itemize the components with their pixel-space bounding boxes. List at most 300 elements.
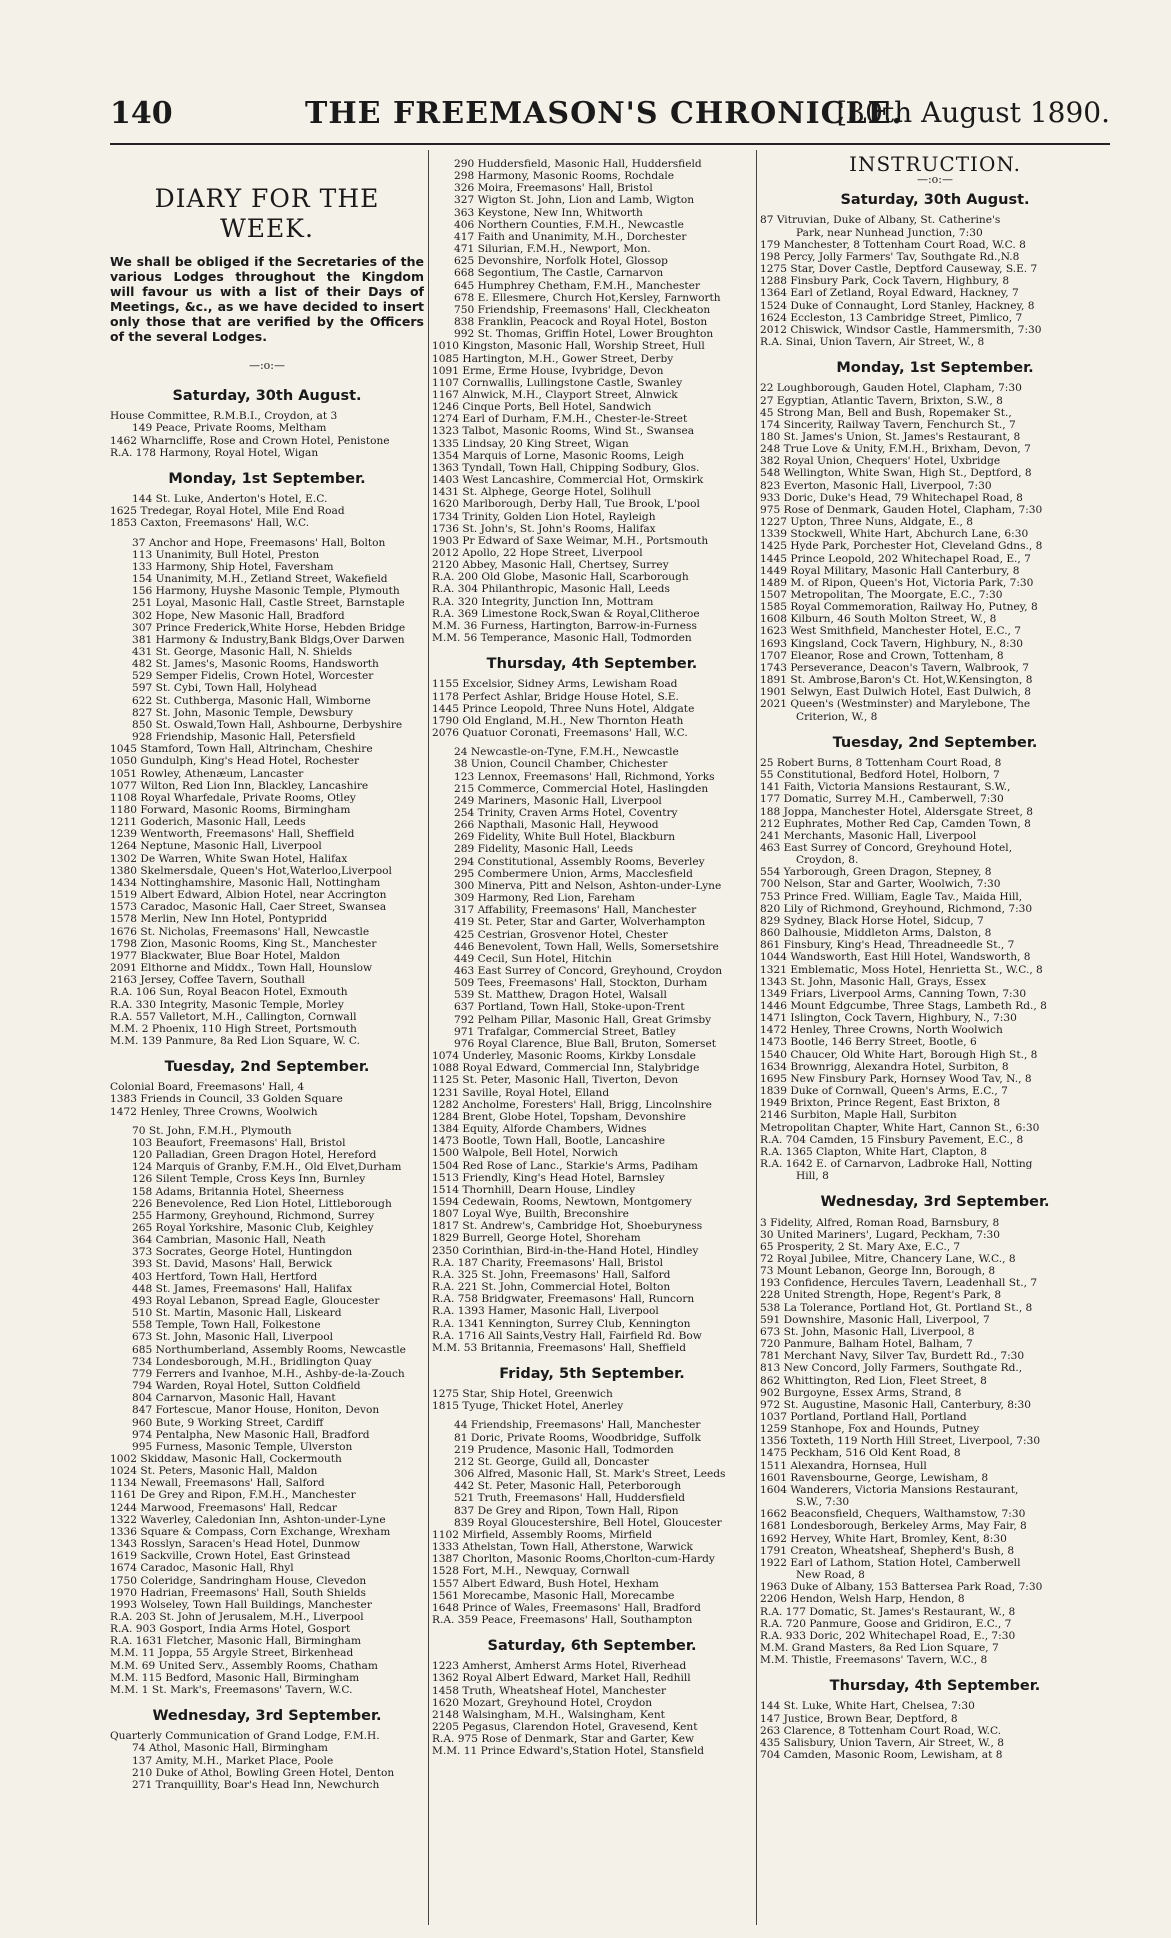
lodge-entry: 1362 Royal Albert Edward, Market Hall, Redhill xyxy=(432,1672,691,1685)
ornament: —:o:— xyxy=(248,359,286,372)
lodge-entry: 1734 Trinity, Golden Lion Hotel, Rayleigh xyxy=(432,510,656,523)
lodge-entry: 1333 Athelstan, Town Hall, Atherstone, Warwick xyxy=(432,1541,693,1554)
lodge-entry: M.M. 11 Joppa, 55 Argyle Street, Birkenhead xyxy=(110,1647,354,1660)
lodge-entry: 226 Benevolence, Red Lion Hotel, Littleborough xyxy=(132,1197,392,1210)
lodge-entry: 24 Newcastle-on-Tyne, F.M.H., Newcastle xyxy=(454,746,679,759)
lodge-entry: 463 East Surrey of Concord, Greyhound Hotel, xyxy=(760,841,1013,854)
lodge-entry: 2163 Jersey, Coffee Tavern, Southall xyxy=(110,974,305,987)
lodge-entry: 179 Manchester, 8 Tottenham Court Road, W.C. 8 xyxy=(760,238,1026,251)
lodge-entry: 1274 Earl of Durham, F.M.H., Chester-le-Street xyxy=(432,413,688,426)
lodge-entry: 1246 Cinque Ports, Bell Hotel, Sandwich xyxy=(432,401,652,414)
lodge-entry: 317 Affability, Freemasons' Hall, Manchester xyxy=(454,904,697,917)
lodge-entry: 493 Royal Lebanon, Spread Eagle, Gloucester xyxy=(132,1294,380,1307)
lodge-entry: R.A. 903 Gosport, India Arms Hotel, Gosport xyxy=(110,1623,351,1636)
lodge-entry: 298 Harmony, Masonic Rooms, Rochdale xyxy=(454,170,675,183)
lodge-entry: 1275 Star, Ship Hotel, Greenwich xyxy=(432,1388,613,1401)
lodge-entry: 120 Palladian, Green Dragon Hotel, Hereford xyxy=(132,1149,377,1162)
lodge-entry: 1623 West Smithfield, Manchester Hotel, E.C., 7 xyxy=(760,625,1022,638)
lodge-entry: 1624 Eccleston, 13 Cambridge Street, Pimlico, 7 xyxy=(760,311,1023,324)
lodge-entry: S.W., 7:30 xyxy=(796,1496,850,1509)
lodge-entry: M.M. Grand Masters, 8a Red Lion Square, 7 xyxy=(760,1641,999,1654)
day-heading: Monday, 1st September. xyxy=(168,470,366,487)
lodge-entry: 1223 Amherst, Amherst Arms Hotel, Riverhead xyxy=(432,1660,687,1673)
lodge-entry: 862 Whittington, Red Lion, Fleet Street, 8 xyxy=(760,1374,987,1387)
lodge-entry: 779 Ferrers and Ivanhoe, M.H., Ashby-de-la-Zouch xyxy=(132,1367,405,1380)
lodge-entry: R.A. 221 St. John, Commercial Hotel, Bolton xyxy=(432,1281,671,1294)
lodge-entry: 539 St. Matthew, Dragon Hotel, Walsall xyxy=(454,989,667,1002)
lodge-list xyxy=(760,382,1110,722)
lodge-entry: 2021 Queen's (Westminster) and Marylebone, The xyxy=(760,698,1031,711)
lodge-entry: 158 Adams, Britannia Hotel, Sheerness xyxy=(132,1185,344,1198)
lodge-entry: 1561 Morecambe, Masonic Hall, Morecambe xyxy=(432,1589,675,1602)
lodge-entry: 975 Rose of Denmark, Gauden Hotel, Clapham, 7:30 xyxy=(760,503,1043,516)
day-heading: Friday, 5th September. xyxy=(499,1366,685,1382)
lodge-entry: 1302 De Warren, White Swan Hotel, Halifax xyxy=(110,852,348,865)
lodge-entry: 44 Friendship, Freemasons' Hall, Manchester xyxy=(454,1419,701,1432)
lodge-entry: 1077 Wilton, Red Lion Inn, Blackley, Lancashire xyxy=(110,779,369,792)
lodge-entry: R.A. 359 Peace, Freemasons' Hall, Southampton xyxy=(432,1613,693,1626)
lodge-entry: 144 St. Luke, White Hart, Chelsea, 7:30 xyxy=(760,1700,975,1713)
lodge-entry: 212 Euphrates, Mother Red Cap, Camden Town, 8 xyxy=(760,817,1031,830)
lodge-entry: 1604 Wanderers, Victoria Mansions Restaurant, xyxy=(760,1483,1019,1496)
lodge-entry: 1085 Hartington, M.H., Gower Street, Derby xyxy=(432,352,674,365)
lodge-entry: 307 Prince Frederick,White Horse, Hebden Bridge xyxy=(132,621,406,634)
lodge-entry: Park, near Nunhead Junction, 7:30 xyxy=(796,226,983,239)
ornament: —:o:— xyxy=(916,173,954,187)
lodge-entry: R.A. 1716 All Saints,Vestry Hall, Fairfield Rd. Bow xyxy=(432,1329,702,1342)
instruction-title: INSTRUCTION. xyxy=(849,152,1021,176)
lodge-entry: 1044 Wandsworth, East Hill Hotel, Wandsworth, 8 xyxy=(760,951,1031,964)
lodge-entry: M.M. 139 Panmure, 8a Red Lion Square, W. C. xyxy=(110,1034,361,1047)
lodge-entry: 1528 Fort, M.H., Newquay, Cornwall xyxy=(432,1565,630,1578)
lodge-entry: Hill, 8 xyxy=(796,1170,829,1183)
lodge-entry: 1244 Marwood, Freemasons' Hall, Redcar xyxy=(110,1501,337,1514)
lodge-entry: 180 St. James's Union, St. James's Restaurant, 8 xyxy=(760,430,1021,443)
lodge-entry: 823 Everton, Masonic Hall, Liverpool, 7:30 xyxy=(760,479,992,492)
lodge-list xyxy=(760,757,1110,1182)
lodge-entry: 363 Keystone, New Inn, Whitworth xyxy=(454,206,643,219)
lodge-entry: 1507 Metropolitan, The Moorgate, E.C., 7:30 xyxy=(760,589,1003,601)
lodge-entry: 2091 Elthorne and Middx., Town Hall, Hounslow xyxy=(110,962,373,975)
lodge-entry: 210 Duke of Athol, Bowling Green Hotel, Denton xyxy=(132,1766,395,1779)
lodge-entry: 1349 Friars, Liverpool Arms, Canning Town, 7:30 xyxy=(760,987,1027,1000)
lodge-entry: 827 St. John, Masonic Temple, Dewsbury xyxy=(132,706,353,719)
day-heading: Saturday, 30th August. xyxy=(172,388,362,405)
lodge-entry: 3 Fidelity, Alfred, Roman Road, Barnsbury, 8 xyxy=(760,1216,1000,1229)
lodge-entry: R.A. 1341 Kennington, Surrey Club, Kennington xyxy=(432,1317,691,1330)
lodge-entry: 960 Bute, 9 Working Street, Cardiff xyxy=(132,1416,324,1429)
day-heading: Wednesday, 3rd September. xyxy=(152,1708,382,1725)
lodge-entry: 2205 Pegasus, Clarendon Hotel, Gravesend, Kent xyxy=(432,1721,698,1734)
lodge-entry: 860 Dalhousie, Middleton Arms, Dalston, 8 xyxy=(760,927,992,940)
lodge-entry: 1519 Albert Edward, Albion Hotel, near Accrington xyxy=(110,889,387,902)
lodge-entry: 1125 St. Peter, Masonic Hall, Tiverton, Devon xyxy=(432,1074,679,1087)
lodge-entry: 1275 Star, Dover Castle, Deptford Causeway, S.E. 7 xyxy=(760,263,1038,276)
lodge-entry: 1750 Coleridge, Sandringham House, Clevedon xyxy=(110,1574,367,1587)
lodge-entry: 1608 Kilburn, 46 South Molton Street, W., 8 xyxy=(760,613,997,626)
lodge-entry: M.M. 36 Furness, Hartington, Barrow-in-Furness xyxy=(432,619,697,632)
lodge-entry: 74 Athol, Masonic Hall, Birmingham xyxy=(132,1742,328,1755)
lodge-entry: 1557 Albert Edward, Bush Hotel, Hexham xyxy=(432,1577,659,1590)
lodge-list xyxy=(110,493,424,529)
lodge-entry: 1239 Wentworth, Freemasons' Hall, Sheffield xyxy=(110,828,355,841)
lodge-entry: 685 Northumberland, Assembly Rooms, Newcastle xyxy=(132,1343,406,1356)
lodge-entry: 103 Beaufort, Freemasons' Hall, Bristol xyxy=(132,1136,346,1149)
lodge-entry: 1002 Skiddaw, Masonic Hall, Cockermouth xyxy=(110,1452,342,1465)
lodge-entry: 417 Faith and Unanimity, M.H., Dorchester xyxy=(454,230,687,243)
lodge-entry: 1829 Burrell, George Hotel, Shoreham xyxy=(432,1232,641,1245)
lodge-entry: 1155 Excelsior, Sidney Arms, Lewisham Road xyxy=(432,678,678,691)
lodge-entry: 248 True Love & Unity, F.M.H., Brixham, Devon, 7 xyxy=(760,443,1031,456)
lodge-entry: 510 St. Martin, Masonic Hall, Liskeard xyxy=(132,1307,342,1320)
lodge-entry: 406 Northern Counties, F.M.H., Newcastle xyxy=(454,218,684,231)
lodge-entry: Metropolitan Chapter, White Hart, Cannon St., 6:30 xyxy=(760,1121,1040,1134)
lodge-entry: 529 Semper Fidelis, Crown Hotel, Worcester xyxy=(132,670,374,683)
lodge-entry: 1977 Blackwater, Blue Boar Hotel, Maldon xyxy=(110,949,341,962)
masthead xyxy=(110,96,1110,136)
lodge-entry: 1475 Peckham, 516 Old Kent Road, 8 xyxy=(760,1447,961,1460)
lodge-entry: 309 Harmony, Red Lion, Fareham xyxy=(454,892,635,905)
lodge-entry: 1891 St. Ambrose,Baron's Ct. Hot,W.Kensington, 8 xyxy=(760,674,1033,687)
lodge-entry: 72 Royal Jubilee, Mitre, Chancery Lane, W.C., 8 xyxy=(760,1252,1016,1265)
lodge-entry: 1625 Tredegar, Royal Hotel, Mile End Road xyxy=(110,505,345,518)
lodge-entry: 254 Trinity, Craven Arms Hotel, Coventry xyxy=(454,806,678,819)
lodge-entry: 734 Londesborough, M.H., Bridlington Quay xyxy=(132,1355,372,1368)
lodge-entry: 1594 Cedewain, Rooms, Newtown, Montgomery xyxy=(432,1195,692,1208)
lodge-entry: 1676 St. Nicholas, Freemasons' Hall, Newcastle xyxy=(110,925,370,938)
lodge-entry: R.A. 1365 Clapton, White Hart, Clapton, 8 xyxy=(760,1145,987,1158)
lodge-entry: 425 Cestrian, Grosvenor Hotel, Chester xyxy=(454,928,668,941)
lodge-list xyxy=(760,1217,1110,1667)
lodge-entry: 1903 Pr Edward of Saxe Weimar, M.H., Portsmouth xyxy=(432,534,709,547)
lodge-entry: 1949 Brixton, Prince Regent, East Brixton, 8 xyxy=(760,1097,1001,1110)
lodge-entry: 289 Fidelity, Masonic Hall, Leeds xyxy=(454,843,634,856)
lodge-entry: R.A. 200 Old Globe, Masonic Hall, Scarborough xyxy=(432,571,689,584)
lodge-entry: 972 St. Augustine, Masonic Hall, Canterbury, 8:30 xyxy=(760,1398,1031,1411)
lodge-entry: 1619 Sackville, Crown Hotel, East Grinstead xyxy=(110,1550,351,1563)
lodge-entry: 435 Salisbury, Union Tavern, Air Street, W., 8 xyxy=(760,1736,1004,1749)
lodge-entry: 1051 Rowley, Athenæum, Lancaster xyxy=(110,767,304,780)
lodge-entry: 1445 Prince Leopold, Three Nuns Hotel, Aldgate xyxy=(432,702,695,715)
lodge-entry: 1335 Lindsay, 20 King Street, Wigan xyxy=(432,437,629,450)
lodge-entry: 381 Harmony & Industry,Bank Bldgs,Over Darwen xyxy=(132,633,405,646)
lodge-entry: 1343 St. John, Masonic Hall, Grays, Essex xyxy=(760,975,986,988)
lodge-entry: 837 De Grey and Ripon, Town Hall, Ripon xyxy=(454,1504,679,1517)
lodge-entry: 113 Unanimity, Bull Hotel, Preston xyxy=(132,548,320,561)
lodge-entry: 597 St. Cybi, Town Hall, Holyhead xyxy=(132,682,317,695)
lodge-list xyxy=(110,410,424,459)
lodge-entry: 1383 Friends in Council, 33 Golden Square xyxy=(110,1093,343,1106)
lodge-entry: 838 Franklin, Peacock and Royal Hotel, Boston xyxy=(454,316,708,329)
lodge-list xyxy=(110,1742,424,1791)
lodge-entry: 1693 Kingsland, Cock Tavern, Highbury, N., 8:30 xyxy=(760,637,1024,650)
day-heading: Wednesday, 3rd September. xyxy=(820,1194,1050,1211)
lodge-entry: M.M. Thistle, Freemasons' Tavern, W.C., 8 xyxy=(760,1654,988,1667)
lodge-entry: 1511 Alexandra, Hornsea, Hull xyxy=(760,1459,927,1472)
day-heading: Tuesday, 2nd September. xyxy=(832,734,1038,751)
lodge-list xyxy=(110,537,424,1048)
lodge-entry: 1472 Henley, Three Crowns, North Woolwich xyxy=(760,1024,1003,1037)
lodge-entry: 974 Pentalpha, New Masonic Hall, Bradford xyxy=(132,1428,370,1441)
lodge-entry: 1790 Old England, M.H., New Thornton Heath xyxy=(432,714,684,727)
lodge-entry: 558 Temple, Town Hall, Folkestone xyxy=(132,1319,321,1332)
lodge-entry: Criterion, W., 8 xyxy=(796,710,878,723)
lodge-entry: 1620 Mozart, Greyhound Hotel, Croydon xyxy=(432,1696,653,1709)
lodge-entry: 219 Prudence, Masonic Hall, Todmorden xyxy=(454,1443,674,1456)
lodge-entry: R.A. 704 Camden, 15 Finsbury Pavement, E.C., 8 xyxy=(760,1133,1024,1146)
lodge-list xyxy=(760,214,1110,348)
lodge-entry: 156 Harmony, Huyshe Masonic Temple, Plymouth xyxy=(132,585,400,598)
lodge-entry: 449 Cecil, Sun Hotel, Hitchin xyxy=(454,952,612,965)
lodge-entry: 1578 Merlin, New Inn Hotel, Pontypridd xyxy=(110,913,328,926)
lodge-entry: 971 Trafalgar, Commercial Street, Batley xyxy=(454,1025,676,1038)
lodge-entry: 403 Hertford, Town Hall, Hertford xyxy=(132,1270,318,1283)
header-rule xyxy=(110,143,1110,145)
lodge-entry: 847 Fortescue, Manor House, Honiton, Devon xyxy=(132,1404,380,1417)
lodge-entry: 1922 Earl of Lathom, Station Hotel, Camberwell xyxy=(760,1556,1021,1569)
lodge-entry: 81 Doric, Private Rooms, Woodbridge, Suffolk xyxy=(454,1431,701,1444)
lodge-entry: 364 Cambrian, Masonic Hall, Neath xyxy=(132,1234,326,1247)
lodge-entry: 65 Prosperity, 2 St. Mary Axe, E.C., 7 xyxy=(760,1240,961,1253)
diary-title: DIARY FOR THE WEEK. xyxy=(154,184,380,243)
lodge-entry: R.A. 369 Limestone Rock,Swan & Royal,Clitheroe xyxy=(432,607,700,620)
lodge-entry: 1736 St. John's, St. John's Rooms, Halifax xyxy=(432,522,656,535)
lodge-list xyxy=(110,1125,424,1696)
lodge-entry: Croydon, 8. xyxy=(796,854,859,867)
lodge-entry: 228 United Strength, Hope, Regent's Park, 8 xyxy=(760,1289,1002,1302)
lodge-entry: 1387 Chorlton, Masonic Rooms,Chorlton-cum-Hardy xyxy=(432,1553,715,1566)
lodge-entry: 1901 Selwyn, East Dulwich Hotel, East Dulwich, 8 xyxy=(760,686,1032,699)
lodge-entry: 1471 Islington, Cock Tavern, Highbury, N., 7:30 xyxy=(760,1012,1017,1025)
lodge-entry: R.A. 975 Rose of Denmark, Star and Garter, Kew xyxy=(432,1733,695,1746)
lodge-entry: M.M. 69 United Serv., Assembly Rooms, Chatham xyxy=(110,1659,378,1672)
lodge-entry: 1284 Brent, Globe Hotel, Topsham, Devonshire xyxy=(432,1110,686,1123)
lodge-entry: 753 Prince Fred. William, Eagle Tav., Maida Hill, xyxy=(760,890,1023,903)
lodge-entry: 241 Merchants, Masonic Hall, Liverpool xyxy=(760,829,977,842)
lodge-entry: 193 Confidence, Hercules Tavern, Leadenhall St., 7 xyxy=(760,1277,1038,1290)
lodge-entry: 1356 Toxteth, 119 North Hill Street, Liverpool, 7:30 xyxy=(760,1435,1041,1448)
lodge-entry: 1425 Hyde Park, Porchester Hot, Cleveland Gdns., 8 xyxy=(760,540,1043,553)
lodge-list xyxy=(432,678,752,739)
lodge-entry: 255 Harmony, Greyhound, Richmond, Surrey xyxy=(132,1209,375,1222)
lodge-entry: 124 Marquis of Granby, F.M.H., Old Elvet,Durham xyxy=(132,1161,402,1174)
lodge-entry: 928 Friendship, Masonic Hall, Petersfield xyxy=(132,731,356,744)
day-heading: Thursday, 4th September. xyxy=(829,1678,1041,1695)
lodge-entry: 1449 Royal Military, Masonic Hall Canterbury, 8 xyxy=(760,564,1020,577)
lodge-entry: 22 Loughborough, Gauden Hotel, Clapham, 7:30 xyxy=(760,382,1022,395)
lodge-entry: 794 Warden, Royal Hotel, Sutton Coldfield xyxy=(132,1380,361,1393)
lodge-entry: 1037 Portland, Portland Hall, Portland xyxy=(760,1411,967,1423)
lodge-entry: 625 Devonshire, Norfolk Hotel, Glossop xyxy=(454,255,668,268)
lodge-entry: 637 Portland, Town Hall, Stoke-upon-Trent xyxy=(454,1001,685,1014)
lodge-entry: 548 Wellington, White Swan, High St., Deptford, 8 xyxy=(760,467,1032,480)
lodge-entry: 861 Finsbury, King's Head, Threadneedle St., 7 xyxy=(760,939,1015,952)
lodge-entry: 1264 Neptune, Masonic Hall, Liverpool xyxy=(110,840,322,853)
lodge-entry: 141 Faith, Victoria Mansions Restaurant, S.W., xyxy=(760,781,1011,794)
lodge-entry: 1540 Chaucer, Old White Hart, Borough High St., 8 xyxy=(760,1048,1038,1061)
lodge-entry: 212 St. George, Guild all, Doncaster xyxy=(454,1455,649,1468)
lodge-list xyxy=(432,746,752,1354)
lodge-entry: R.A. 304 Philanthropic, Masonic Hall, Leeds xyxy=(432,583,670,596)
lodge-entry: 509 Tees, Freemasons' Hall, Stockton, Durham xyxy=(454,977,708,990)
lodge-entry: R.A. 178 Harmony, Royal Hotel, Wigan xyxy=(110,446,319,459)
day-heading: Thursday, 4th September. xyxy=(486,656,698,673)
lodge-list xyxy=(432,158,752,644)
lodge-entry: 1380 Skelmersdale, Queen's Hot,Waterloo,Liverpool xyxy=(110,864,392,877)
lodge-entry: 995 Furness, Masonic Temple, Ulverston xyxy=(132,1440,353,1453)
diary-intro: We shall be obliged if the Secretaries of the various Lodges throughout the Kingdom will favour us with a list of their Days of Meetings, &c., as we have decided to insert only those that are verified by the Officers of the several Lodges. xyxy=(110,254,424,344)
lodge-entry: 1282 Ancholme, Foresters' Hall, Brigg, Lincolnshire xyxy=(432,1098,712,1111)
lodge-entry: 678 E. Ellesmere, Church Hot,Kersley, Farnworth xyxy=(454,291,721,304)
lodge-entry: 144 St. Luke, Anderton's Hotel, E.C. xyxy=(132,493,328,506)
lodge-entry: 813 New Concord, Jolly Farmers, Southgate Rd., xyxy=(760,1362,1023,1375)
lodge-entry: 123 Lennox, Freemasons' Hall, Richmond, Yorks xyxy=(454,770,715,783)
lodge-entry: 1343 Rosslyn, Saracen's Head Hotel, Dunmow xyxy=(110,1538,361,1551)
lodge-entry: R.A. 1631 Fletcher, Masonic Hall, Birmingham xyxy=(110,1635,361,1648)
lodge-list xyxy=(432,1388,752,1412)
lodge-entry: 45 Strong Man, Bell and Bush, Ropemaker St., xyxy=(760,406,1012,419)
lodge-entry: 1472 Henley, Three Crowns, Woolwich xyxy=(110,1105,318,1118)
lodge-entry: 1091 Erme, Erme House, Ivybridge, Devon xyxy=(432,364,664,377)
lodge-entry: 25 Robert Burns, 8 Tottenham Court Road, 8 xyxy=(760,756,1002,769)
lodge-entry: 1707 Eleanor, Rose and Crown, Tottenham, 8 xyxy=(760,649,1004,662)
lodge-entry: 1473 Bootle, 146 Berry Street, Bootle, 6 xyxy=(760,1036,977,1049)
lodge-entry: 1445 Prince Leopold, 202 Whitechapel Road, E., 7 xyxy=(760,552,1031,565)
lodge-entry: 1088 Royal Edward, Commercial Inn, Stalybridge xyxy=(432,1062,700,1075)
lodge-entry: 1662 Beaconsfield, Chequers, Walthamstow, 7:30 xyxy=(760,1508,1026,1521)
lodge-entry: R.A. 720 Panmure, Goose and Gridiron, E.C., 7 xyxy=(760,1617,1012,1630)
lodge-entry: 174 Sincerity, Railway Tavern, Fenchurch St., 7 xyxy=(760,418,1016,431)
lodge-entry: 1681 Londesborough, Berkeley Arms, May Fair, 8 xyxy=(760,1520,1027,1533)
column-divider xyxy=(756,150,757,1925)
lodge-entry: 290 Huddersfield, Masonic Hall, Huddersfield xyxy=(454,158,702,170)
lodge-entry: 792 Pelham Pillar, Masonic Hall, Great Grimsby xyxy=(454,1013,712,1026)
lodge-entry: 700 Nelson, Star and Garter, Woolwich, 7:30 xyxy=(760,878,1001,891)
column-instruction xyxy=(760,152,1110,1762)
lodge-entry: 471 Silurian, F.M.H., Newport, Mon. xyxy=(454,243,651,256)
lodge-entry: 73 Mount Lebanon, George Inn, Borough, 8 xyxy=(760,1265,996,1278)
lodge-entry: 265 Royal Yorkshire, Masonic Club, Keighley xyxy=(132,1222,374,1234)
lodge-entry: 302 Hope, New Masonic Hall, Bradford xyxy=(132,609,345,622)
lodge-list xyxy=(760,1700,1110,1761)
page-number: 140 xyxy=(110,96,173,131)
lodge-entry: 1458 Truth, Wheatsheaf Hotel, Manchester xyxy=(432,1684,667,1697)
lodge-entry: R.A. 177 Domatic, St. James's Restaurant, W., 8 xyxy=(760,1605,1016,1618)
lodge-entry: 1815 Tyuge, Thicket Hotel, Anerley xyxy=(432,1400,624,1413)
column-diary-week xyxy=(110,158,424,1791)
lodge-entry: 976 Royal Clarence, Blue Ball, Bruton, Somerset xyxy=(454,1037,716,1050)
lodge-entry: 622 St. Cuthberga, Masonic Hall, Wimborne xyxy=(132,694,371,707)
lodge-entry: 448 St. James, Freemasons' Hall, Halifax xyxy=(132,1282,353,1295)
lodge-entry: 645 Humphrey Chetham, F.M.H., Manchester xyxy=(454,279,701,292)
lodge-entry: 554 Yarborough, Green Dragon, Stepney, 8 xyxy=(760,866,992,879)
lodge-entry: 1167 Alnwick, M.H., Clayport Street, Alnwick xyxy=(432,388,678,401)
lodge-entry: 1288 Finsbury Park, Cock Tavern, Highbury, 8 xyxy=(760,275,1010,288)
lodge-entry: 1695 New Finsbury Park, Hornsey Wood Tav, N., 8 xyxy=(760,1072,1032,1085)
lodge-entry: 1634 Brownrigg, Alexandra Hotel, Surbiton, 8 xyxy=(760,1060,1009,1073)
lodge-entry: R.A. 933 Doric, 202 Whitechapel Road, E., 7:30 xyxy=(760,1629,1016,1642)
lodge-entry: 446 Benevolent, Town Hall, Wells, Somersetshire xyxy=(454,940,719,953)
lodge-entry: 133 Harmony, Ship Hotel, Faversham xyxy=(132,560,334,573)
lodge-entry: 215 Commerce, Commercial Hotel, Haslingden xyxy=(454,782,709,795)
lodge-entry: 902 Burgoyne, Essex Arms, Strand, 8 xyxy=(760,1386,962,1399)
lodge-entry: 1817 St. Andrew's, Cambridge Hot, Shoeburyness xyxy=(432,1220,703,1233)
day-heading: Monday, 1st September. xyxy=(836,360,1034,377)
lodge-entry: 1513 Friendly, King's Head Hotel, Barnsley xyxy=(432,1171,665,1184)
lodge-entry: 704 Camden, Masonic Room, Lewisham, at 8 xyxy=(760,1749,1003,1762)
lodge-entry: 393 St. David, Masons' Hall, Berwick xyxy=(132,1258,333,1271)
lodge-entry: 263 Clarence, 8 Tottenham Court Road, W.C. xyxy=(760,1724,1002,1737)
lodge-entry: 295 Combermere Union, Arms, Macclesfield xyxy=(454,867,693,880)
lodge-entry: 1601 Ravensbourne, George, Lewisham, 8 xyxy=(760,1471,989,1484)
issue-date: [30th August 1890. xyxy=(836,96,1110,129)
lodge-entry: 30 United Mariners', Lugard, Peckham, 7:30 xyxy=(760,1228,1001,1241)
day-heading: Saturday, 6th September. xyxy=(487,1638,697,1655)
lodge-entry: R.A. 203 St. John of Jerusalem, M.H., Liverpool xyxy=(110,1611,364,1623)
lodge-entry: 188 Joppa, Manchester Hotel, Aldersgate Street, 8 xyxy=(760,805,1033,818)
lodge-entry: 1446 Mount Edgcumbe, Three Stags, Lambeth Rd., 8 xyxy=(760,1000,1047,1012)
lodge-entry: 1473 Bootle, Town Hall, Bootle, Lancashire xyxy=(432,1135,666,1148)
lodge-entry: 1853 Caxton, Freemasons' Hall, W.C. xyxy=(110,517,310,530)
lodge-entry: 1108 Royal Wharfedale, Private Rooms, Otley xyxy=(110,791,356,804)
lodge-entry: 1045 Stamford, Town Hall, Altrincham, Cheshire xyxy=(110,743,373,756)
lodge-entry: 1648 Prince of Wales, Freemasons' Hall, Bradford xyxy=(432,1601,701,1614)
lodge-entry: 1339 Stockwell, White Hart, Abchurch Lane, 6:30 xyxy=(760,528,1029,541)
lodge-entry: 463 East Surrey of Concord, Greyhound, Croydon xyxy=(454,965,723,977)
lodge-entry: 271 Tranquillity, Boar's Head Inn, Newchurch xyxy=(132,1778,380,1791)
publication-title: THE FREEMASON'S CHRONICLE. xyxy=(305,96,903,131)
lodge-entry: 1970 Hadrian, Freemasons' Hall, South Shields xyxy=(110,1586,366,1599)
lodge-entry: 266 Napthali, Masonic Hall, Heywood xyxy=(454,819,659,832)
lodge-entry: 1364 Earl of Zetland, Royal Edward, Hackney, 7 xyxy=(760,287,1019,300)
lodge-entry: 1585 Royal Commemoration, Railway Ho, Putney, 8 xyxy=(760,601,1038,614)
lodge-entry: 1024 St. Peters, Masonic Hall, Maldon xyxy=(110,1465,318,1478)
lodge-entry: Colonial Board, Freemasons' Hall, 4 xyxy=(110,1081,305,1094)
lodge-entry: 1231 Saville, Royal Hotel, Elland xyxy=(432,1086,610,1099)
lodge-entry: M.M. 11 Prince Edward's,Station Hotel, Stansfield xyxy=(432,1745,704,1758)
lodge-entry: 87 Vitruvian, Duke of Albany, St. Catherine's xyxy=(760,214,1001,227)
lodge-entry: R.A. Sinai, Union Tavern, Air Street, W., 8 xyxy=(760,336,985,349)
lodge-entry: 820 Lily of Richmond, Greyhound, Richmond, 7:30 xyxy=(760,902,1033,915)
lodge-entry: R.A. 320 Integrity, Junction Inn, Mottram xyxy=(432,595,654,608)
lodge-entry: 1384 Equity, Alforde Chambers, Widnes xyxy=(432,1123,647,1136)
lodge-entry: New Road, 8 xyxy=(796,1569,865,1582)
lodge-entry: 1161 De Grey and Ripon, F.M.H., Manchester xyxy=(110,1489,356,1502)
lodge-entry: 1074 Underley, Masonic Rooms, Kirkby Lonsdale xyxy=(432,1050,696,1063)
lodge-entry: 1434 Nottinghamshire, Masonic Hall, Nottingham xyxy=(110,876,381,889)
lodge-entry: 269 Fidelity, White Bull Hotel, Blackburn xyxy=(454,831,676,844)
lodge-entry: R.A. 187 Charity, Freemasons' Hall, Bristol xyxy=(432,1256,664,1269)
lodge-entry: 1524 Duke of Connaught, Lord Stanley, Hackney, 8 xyxy=(760,299,1035,312)
lodge-entry: 992 St. Thomas, Griffin Hotel, Lower Broughton xyxy=(454,328,714,341)
lodge-entry: 1259 Stanhope, Fox and Hounds, Putney xyxy=(760,1423,980,1436)
lodge-entry: 1489 M. of Ripon, Queen's Hot, Victoria Park, 7:30 xyxy=(760,576,1034,589)
lodge-entry: 673 St. John, Masonic Hall, Liverpool, 8 xyxy=(760,1325,975,1338)
lodge-entry: R.A. 758 Bridgwater, Freemasons' Hall, Runcorn xyxy=(432,1293,695,1306)
lodge-entry: 1336 Square & Compass, Corn Exchange, Wrexham xyxy=(110,1525,391,1538)
lodge-entry: 1323 Talbot, Masonic Rooms, Wind St., Swansea xyxy=(432,425,695,438)
lodge-entry: 327 Wigton St. John, Lion and Lamb, Wigton xyxy=(454,194,695,207)
lodge-entry: 1514 Thornhill, Dearn House, Lindley xyxy=(432,1183,636,1196)
lodge-entry: 1010 Kingston, Masonic Hall, Worship Street, Hull xyxy=(432,340,705,353)
lodge-entry: 1134 Newall, Freemasons' Hall, Salford xyxy=(110,1477,325,1490)
lodge-entry: 300 Minerva, Pitt and Nelson, Ashton-under-Lyne xyxy=(454,879,722,892)
lodge-entry: 27 Egyptian, Atlantic Tavern, Brixton, S.W., 8 xyxy=(760,394,1003,407)
lodge-entry: M.M. 56 Temperance, Masonic Hall, Todmorden xyxy=(432,632,692,645)
lodge-entry: 1050 Gundulph, King's Head Hotel, Rochester xyxy=(110,755,360,768)
lodge-entry: House Committee, R.M.B.I., Croydon, at 3 xyxy=(110,410,338,423)
lodge-entry: 326 Moira, Freemasons' Hall, Bristol xyxy=(454,182,653,195)
